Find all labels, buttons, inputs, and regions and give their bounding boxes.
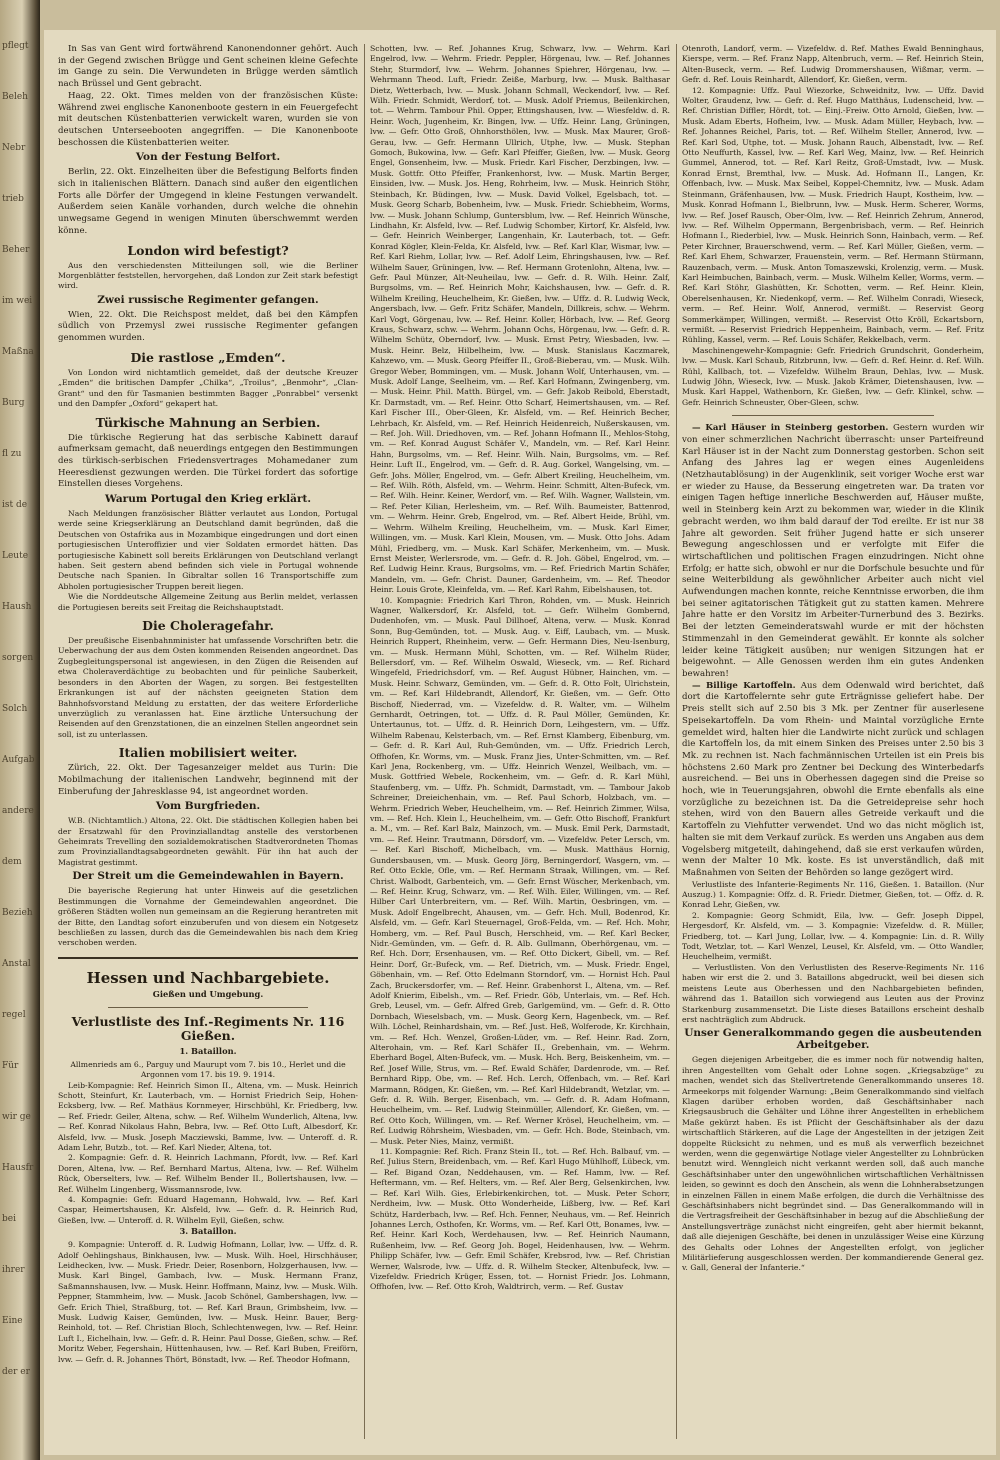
binding-text-fragment: regel xyxy=(2,1010,26,1020)
binding-text-fragment: Nebr xyxy=(2,143,26,153)
list-mg-company: Maschinengewehr-Kompagnie: Gefr. Friedrich Grundschrit, Gonderheim, lvw. — Musk. Karl Schaub, Ritzbrunn, lvw. — Gefr. d. Ref. Heinr. d. Ref. Wilh. Rühl, Kallbach, tot. — Vizefeldw. Wilhelm Braun, Dehlas, lvw. — Musk. Ludwig Jöhn, Wieseck, lvw. — Musk. Jakob Krämer, Dietenshausen, lvw. — Musk. Karl Happel, Wathenborn, Kr. Gießen, lvw. — Gefr. Klinkel, schw. — Gefr. Heinrich Schneuster, Ober-Gleen, schw. xyxy=(682,345,984,407)
binding-text-fragment: Maßna xyxy=(2,347,34,357)
article-general-command: Gegen diejenigen Arbeitgeber, die es immer noch für notwendig halten, ihren Angestellten vom Gehalt oder Lohne sogen. „Kriegsabzüge“ zu machen, wendet sich das Stellvertretende Generalkommando unseres 18. Armeekorps mit folgender Warnung: „Beim Generalkommando sind vielfach Klagen darüber erhoben worden, daß Geschäftsinhaber nach Kriegsausbruch die Gehälter und Löhne ihrer Angestellten in erheblichem Maße gekürzt haben. Es ist Pflicht der Geschäftsinhaber als der dazu wirtschaftlich Stärkeren, auf die Lage der Angestellten in der jetzigen Zeit doppelte Rücksicht zu nehmen, und es muß als verwerflich bezeichnet werden, wenn die gegenwärtige Notlage vieler Angestellter zu Lohnbrücken benutzt wird. Wenngleich nicht verkannt werden soll, daß auch manche Geschäftsinhaber unter den ungewöhnlichen wirtschaftlichen Verhältnissen leiden, so gewinnt es doch den Anschein, als wenn die Lohnherabsetzungen in einzelnen Fällen in einem Maße erfolgen, die durch die Verhältnisse des Geschäftsinhabers nicht begründet sind. — Das Generalkommando will in die Vertragsfreiheit der Geschäftsinhaber in bezug auf die Abschließung der Anstellungsverträge zunächst nicht eingreifen, geht aber hiermit bekannt, daß alle diejenigen Geschäfte, bei denen in unzulässiger Weise eine Kürzung des Gehalts oder Lohnes der Angestellten erfolgt, von jeglicher Militärlieferung ausgeschlossen werden. Der kommandierende General gez. v. Gall, General der Infanterie.“ xyxy=(682,1055,984,1273)
binding-text-fragment: Aufgab xyxy=(2,755,35,765)
binding-text-fragment: Anstal xyxy=(2,959,31,969)
headline-london: London wird befestigt? xyxy=(127,242,289,258)
headline-portugal: Warum Portugal den Krieg erklärt. xyxy=(105,493,311,506)
article-london: Aus den verschiedensten Mitteilungen soll, wie die Berliner Morgenblätter feststellen, hervorgehen, daß London zur Zeit stark befestigt wird. xyxy=(58,260,358,291)
column-rule xyxy=(364,44,365,1439)
column-rule xyxy=(676,44,677,1439)
binding-text-fragment: andere xyxy=(2,806,34,816)
list-continued-right: Otenroth, Landorf, verm. — Vizefeldw. d. Ref. Mathes Ewald Benninghaus, Kierspe, verm. — Ref. Franz Napp, Altenbruch, verm. — Ref. Heinrich Stein, Alten-Buseck, verm. — Ref. Ludwig Drommershausen, Wißmar, verm. — Gefr. d. Ref. Louis Reinhardt, Allendorf, Kr. Gießen, verm. xyxy=(682,44,984,85)
article-haeuser xyxy=(682,423,984,680)
binding-text-fragment: Eine xyxy=(2,1316,23,1326)
article-haeuser-body: Gestern wurden wir von einer schmerzlichen Nachricht überrascht: unser Parteifreund Karl Häuser ist in der Nacht zum Donnerstag gestorben. Schon seit Anfang des Jahres lag er wegen eines Augenleidens (Netzhautablösung) in der Augenklinik, seit voriger Woche erst war er wieder zu Hause, da Besserung eingetreten war. Da traten vor einigen Tagen heftige innerliche Beschwerden auf, Häuser mußte, weil in Steinberg kein Arzt zu bekommen war, wieder in die Klinik gebracht werden, wo ihm bald darauf der Tod ereilte. Er ist nur 38 Jahre alt geworden. Seit früher Jugend hatte er sich unserer Bewegung angeschlossen und er verfolgte mit Eifer die wirtschaftlichen und politischen Fragen einzudringen. Nicht ohne Erfolg; er hatte sich, obwohl er nur die Dorfschule besuchte und für seine Weiterbildung als gewöhnlicher Arbeiter auch nicht viel Aufwendungen machen konnte, reiche Kenntnisse erworben, die ihm bei seiner agitatorischen Tätigkeit gut zu statten kamen. Mehrere Jahre hatte er den Vorsitz im Arbeiter-Turnerbund des 3. Bezirks. Bei der letzten Gemeinderatswahl wurde er mit der höchsten Stimmenzahl in den Gemeinderat gewählt. Er konnte als solcher leider keine Tätigkeit ausüben; nur wenigen Sitzungen hat er beigewohnt. — Alle Genossen werden ihm ein gutes Andenken bewahren! xyxy=(682,423,984,679)
list-company-2: 2. Kompagnie: Gefr. d. R. Heinrich Lachmann, Pfordt, lvw. — Ref. Karl Doren, Altena, lvw. — Ref. Bernhard Martus, Altena, lvw. — Ref. Wilhelm Rück, Oberselters, lvw. — Ref. Wilhelm Bender II., Bollertshausen, lvw. — Ref. Wilhelm Lingenberg, Wissmannsrode, lvw. xyxy=(58,1153,358,1194)
section-divider xyxy=(58,957,358,959)
article-italy: Zürich, 22. Okt. Der Tagesanzeiger meldet aus Turin: Die Mobilmachung der italienischen Landwehr, beginnend mit der Einberufung der Jahresklasse 94, ist angeordnet worden. xyxy=(58,763,358,797)
binding-text-fragment: Für xyxy=(2,1061,19,1071)
article-bavaria: Die bayerische Regierung hat unter Hinweis auf die gesetzlichen Bestimmungen die Vornahme der Gemeindewahlen angeordnet. Die größeren Städten wollen nun gemeinsam an die Regierung herantreten mit der Bitte, den Landtag sofort einzuberufen und von diesem ein Notgesetz beschließen zu lassen, durch das die Gemeindewahlen bis nach dem Krieg verschoben werden. xyxy=(58,886,358,948)
article-casualty-list-2: Verlustliste des Infanterie-Regiments Nr. 116, Gießen. 1. Bataillon. (Nur Auszug.) 1. Kompagnie: Offz. d. R. Friedr. Dietmer, Gießen, tot. — Offz. d. R. Konrad Lehr, Gießen, vw. xyxy=(682,879,984,910)
headline-burgfrieden: Vom Burgfrieden. xyxy=(155,800,261,813)
article-burgfrieden: W.B. (Nichtamtlich.) Altona, 22. Okt. Die städtischen Kollegien haben bei der Ersatzwahl für den Provinziallandtag anstelle des verstorbenen Geheimrats Trevelling den sozialdemokratischen Stadtverordneten Thomas zum Provinziallandtagsabgeordneten gewählt. Für ihn hat auch der Magistrat gestimmt. xyxy=(58,816,358,867)
binding-text-fragment: Haush xyxy=(2,602,32,612)
binding-text-fragment: fl zu xyxy=(2,449,22,459)
binding-text-fragment: ist de xyxy=(2,500,28,510)
headline-belfort: Von der Festung Belfort. xyxy=(135,151,281,164)
divider xyxy=(108,1007,308,1008)
binding-text-fragment: dem xyxy=(2,857,22,867)
headline-haeuser: — Karl Häuser in Steinberg gestorben. xyxy=(692,423,889,434)
article-portugal: Nach Meldungen französischer Blätter verlautet aus London, Portugal werde seine Kriegserklärung an Deutschland damit begründen, daß die Deutschen von Ostafrika aus in Mozambique eingedrungen und dort einen portugiesischen Unteroffizier und vier Soldaten ermordet hätten. Das portugiesische Kabinett soll bereits Erklärungen von Deutschland verlangt haben. Seit gestern abend befinden sich viele in Portugal wohnende Deutsche nach Spanien. In Gibraltar sollen 16 Transportschiffe zum Abholen portugiesischer Truppen bereit liegen. xyxy=(58,509,358,591)
binding-text-fragment: Hausfr xyxy=(2,1163,34,1173)
binding-text-fragment: wir ge xyxy=(2,1112,31,1122)
article-belfort: Berlin, 22. Okt. Einzelheiten über die Befestigung Belforts finden sich in italienischen Blättern. Danach sind außer den eigentlichen Forts alle Dörfer der Umgegend in kleine Festungen verwandelt. Außerdem seien Kanäle vorhanden, durch welche die ohnehin unwegsame Gegend in wenigen Minuten überschwemmt werden könne. xyxy=(58,167,358,236)
headline-potatoes: — Billige Kartoffeln. xyxy=(692,680,796,691)
list-company-10: 10. Kompagnie: Friedrich Karl Thron, Rohden, vm. — Musk. Heinrich Wagner, Walkersdorf, Kr. Alsfeld, tot. — Gefr. Wilhelm Gombernd, Dudenhofen, vm. — Musk. Paul Dillhoef, Altena, verw. — Musk. Konrad Sonn, Bug-Gemünden, tot. — Musk. Aug. v. Eiff, Laubach, vm. — Musk. Heinrich Ruppert, Rheinheim, verw. — Gefr. Hermann Dies, Neu-Isenburg, vm. — Musk. Hermann Mühl, Schotten, vm. — Ref. Wilhelm Rüder, Bellersdorf, vm. — Ref. Wilhelm Oswald, Wieseck, vm. — Ref. Richard Wingefeld, Friedrichsdorf, vm. — Ref. August Hübner, Hainchen, vm. — Musk. Heinr. Schwarz, Gemünden, vm. — Gefr. d. R. Otto Folt, Ulrichstein, vm. — Ref. Karl Hildebrandt, Allendorf, Kr. Gießen, vm. — Gefr. Otto Bischoff, Niederrad, vm. — Vizefeldw. d. R. Walter, vm. — Wilhelm Gernhardt, Oetringen, tot. — Uffz. d. R. Paul Möller, Gemünden, Kr. Untertaunus, tot. — Uffz. d. R. Heinrich Dorn, Leihgestern, vm. — Uffz. Wilhelm Rabenau, Kelsterbach, vm. — Ref. Ernst Klamberg, Eibenburg, vm. — Gefr. d. R. Karl Aul, Ruh-Gemünden, vm. — Uffz. Friedrich Lerch, Offhofen, Kr. Worms, vm. — Musk. Franz Jies, Unter-Schmitten, vm. — Ref. Karl Jena, Rockenberg, vm. — Uffz. Heinrich Wenzel, Weilbach, vm. — Musk. Gottfried Webele, Rockenheim, vm. — Gefr. d. R. Karl Mühl, Staufenberg, vm. — Uffz. Ph. Schmidt, Darmstadt, vm. — Tambour Jakob Schreiner, Dreieichenhain, vm. — Ref. Paul Schorb, Holzbach, vm. — Wehrm. Friedrich Weber, Heuchelheim, vm. — Ref. Heinrich Zimmer, Wilsa, vm. — Ref. Hch. Klein I., Heuchelheim, vm. — Gefr. Otto Bischoff, Frankfurt a. M., vm. — Ref. Karl Balz, Mainzoch, vm. — Musk. Emil Perk, Darmstadt, vm. — Ref. Heinr. Trautmann, Dörsdorf, vm. — Vizefeldw. Peter Lersch, vm. — Ref. Karl Bischoff, Michelbach, vm. — Musk. Matthäus Hornig, Gundersbausen, vm. — Musk. Georg Jörg, Berningerdorf, Wasgern, vm. — Ref. Otto Eckle, Ofle, vm. — Ref. Hermann Straak, Willingen, vm. — Ref. Christ. Walbodt, Garbenteich, vm. — Gefr. Ernst Wüscher, Merkenbach, vm. — Ref. Heinr. Krug, Schwarz, vm. — Ref. Wilh. Eiler, Willingen, vm. — Ref. Hilber Carl Unterbreitern, vm. — Ref. Wilh. Martin, Oesbringen, vm. — Musk. Adolf Engelbrecht, Ahausen, vm. — Gefr. Hch. Mull, Bodenrod, Kr. Alsfeld, vm. — Gefr. Karl Steuernagel, Groß-Felda, vm. — Ref. Hch. Mohr, Homberg, vm. — Ref. Paul Busch, Herschheid, vm. — Ref. Karl Becker, Nidr.-Gemünden, vm. — Gefr. d. R. Alb. Gullmann, Oberhörgenau, vm. — Ref. Hch. Dorr, Ersenhausen, vm. — Ref. Otto Dickert, Gibell, vm. — Ref. Heinr. Dorf, Gr.-Bufeck, vm. — Ref. Dietrich, vm. — Musk. Friedr. Engel, Göbenhain, vm. — Ref. Otto Edelmann Storndorf, vm. — Hornist Hch. Paul Zach, Bruckersdorfer, vm. — Ref. Heinr. Grabenhorst I., Altena, vm. — Ref. Adolf Knierim, Eibelsh., vm. — Ref. Friedr. Göb, Unterlais, vm. — Ref. Hch. Greb, Leusel, vm. — Gefr. Alfred Greb, Garlgemünd, vm. — Gefr. d. R. Otto Dornbach, Wieselsbach, vm. — Musk. Georg Kern, Hagenbeck, vm. — Ref. Wilh. Löchel, Reinhardshain, vm. — Ref. Just. Heß, Wolferode, Kr. Kirchhain, vm. — Ref. Hch. Wenzel, Großen-Lüder, vm. — Ref. Heinr. Rad. Zorn, Alterohain, vm. — Ref. Karl Schäfer II., Grebenhain, vm. — Wehrm. Eberhard Bogel, Alten-Bufeck, vm. — Musk. Hch. Berg, Beiskenheim, vm. — Ref. Josef Wille, Strus, vm. — Ref. Ewald Schäfer, Dardenrode, vm. — Ref. Bernhard Ripp, Obe, vm. — Ref. Hch. Lerch, Offenbach, vm. — Ref. Karl Marmann, Rödgen, Kr. Gießen, vm. — Ref. Karl Hildebrandt, Wetzlar, vm. — Gefr. d. R. Wilh. Berger, Eisenbach, vm. — Gefr. d. R. Adam Hofmann, Heuchelheim, vm. — Ref. Ludwig Steinmüller, Allendorf, Kr. Gießen, vm. — Ref. Otto Koch, Willingen, vm. — Ref. Werner Krösel, Heuchelheim, vm. — Ref. Ludwig Röhrsheim, Wiesbaden, vm. — Gefr. Hch. Bode, Steinbach, vm. — Musk. Peter Nies, Mainz, vermißt. xyxy=(370,595,670,1146)
article-potatoes-body: Aus dem Odenwald wird berichtet, daß dort die Kartoffelernte sehr gute Erträgnisse geliefert habe. Der Preis stellt sich auf 2.50 bis 3 Mk. per Zentner für auserlesene Speisekartoffeln. Da vom Rhein- und Maintal vorzügliche Ernte gemeldet wird, halten hier die Landwirte nicht zurück und schlagen die Kartoffeln los, da mit einem Sinken des Preises unter 2.50 bis 3 Mk. zu rechnen ist. Nach fachmännischen Urteilen ist ein Preis bis höchstens 2.60 Mark pro Zentner bei Deckung des Winterbedarfs ausreichend. — Bei uns in Oberhessen dagegen sind die Preise so hoch, wie in Teuerungsjahren, obwohl die Ernte ebenfalls als eine vorzügliche zu bezeichnen ist. Da die Getreidepreise sehr hoch stehen, wird von den Bauern alles Getreide verkauft und die Kartoffeln zu Viehfutter verwendet. Und wo das nicht möglich ist, halten sie mit dem Verkauf zurück. Es werden uns Angaben aus dem Vogelsberg mitgeteilt, dahingehend, daß sie erst verkaufen würden, wenn der Malter 10 Mk. koste. Es ist unverständlich, daß mit Maßnahmen von Seiten der Behörden so lange gezögert wird. xyxy=(682,680,984,878)
binding-text-fragment: bei xyxy=(2,1214,16,1224)
article-portugal-2: Wie die Norddeutsche Allgemeine Zeitung aus Berlin meldet, verlassen die Portugiesen bereits seit Freitag die Reichshauptstadt. xyxy=(58,592,358,612)
binding-text-fragment: im wei xyxy=(2,296,33,306)
binding-text-fragment: sorgen xyxy=(2,653,34,663)
article-cholera: Der preußische Eisenbahnminister hat umfassende Vorschriften betr. die Ueberwachung der aus dem Osten kommenden Reisenden angeordnet. Das Zugbegleitungspersonal ist angewiesen, in den Zügen die Reisenden auf etwa Choleraverdächtige zu beobachten und für peinliche Sauberkeit, besonders in den Aborten der Wagen, zu sorgen. Bei festgestellten Erkrankungen ist auf der nächsten geeigneten Station dem Bahnhofsvorstand Meldung zu erstatten, der das weitere Erforderliche unverzüglich zu veranlassen hat. Eine ärztliche Untersuchung der Reisenden auf den Grenzstationen, die an einzelnen Stellen angeordnet sein soll, ist zu unterlassen. xyxy=(58,636,358,739)
divider xyxy=(732,415,934,416)
battalion-1-note: Allmenrieds am 6., Parguy und Maurupt vom 7. bis 10., Herlet und die Argonnen vom 17. bis 19. 9. 1914. xyxy=(70,1059,346,1080)
list-company-11: 11. Kompagnie: Ref. Rich. Franz Stein II., tot. — Ref. Hch. Balbauf, vm. — Ref. Julius Stern, Breidenbach, vm. — Ref. Karl Hugo Mühlhoff, Lübeck, vm. — Ref. Bigand Ozan, Neddehausen, vm. — Ref. Hamm, lvw. — Ref. Heftermann, vm. — Ref. Helters, vm. — Ref. Aler Berg, Gelsenkirchen, lvw. — Ref. Karl Wilh. Gies, Erlebirkenkirchen, tot. — Musk. Peter Schorr, Nerdheim, lvw. — Musk. Otto Wonderheide, Lißberg, lvw. — Ref. Karl Schütz, Harderbach, lvw. — Ref. Hch. Fenner, Neuhaus, vm. — Ref. Heinrich Johannes Lerch, Osthofen, Kr. Worms, vm. — Ref. Karl Ott, Bonames, lvw. — Ref. Heinr. Karl Koch, Werdehausen, lvw. — Ref. Heinrich Naumann, Rußenheim, lvw. — Ref. Georg Joh. Bogel, Heidenhausen, lvw. — Wehrm. Philipp Schäfer, lvw. — Gefr. Emil Schäfer, Krebsrod, lvw. — Ref. Christian Werner, Walsrode, lvw. — Uffz. d. R. Wilhelm Stecker, Altenbufeck, lvw. — Vizefeldw. Friedrich Krüger, Essen, tot. — Hornist Friedr. Jos. Lohmann, Offhofen, lvw. — Ref. Otto Kroh, Waldtrirch, verm. — Ref. Gustav xyxy=(370,1147,670,1292)
column-right xyxy=(682,44,984,1439)
binding-text-fragment: Solch xyxy=(2,704,28,714)
article-potatoes xyxy=(682,681,984,880)
binding-text-fragment: ihrer xyxy=(2,1265,25,1275)
headline-cholera: Die Choleragefahr. xyxy=(142,618,274,634)
binding-text-fragment: pflegt xyxy=(2,41,29,51)
article-haag: Haag, 22. Okt. Times melden von der französischen Küste: Während zwei englische Kanonenboote gestern in ein Feuergefecht mit deutschen Küstenbatterien verwickelt waren, wurden sie von deutschen Unterseebooten angegriffen. — Die Kanonenboote beschossen die Küstenbatterien weiter. xyxy=(58,90,358,148)
binding-text-fragment: der er xyxy=(2,1367,30,1377)
headline-casualty-list: Verlustliste des Inf.-Regiments Nr. 116 Gießen. xyxy=(71,1013,345,1043)
list-company-12: 12. Kompagnie: Uffz. Paul Wiezorke, Schweidnitz, lvw. — Uffz. David Wolter, Graudenz, lvw. — Gefr. d. Ref. Hugo Matthäus, Ludenscheid, lvw. — Ref. Christian Diffler, Hördt, tot. — Einj.-Freiw. Otto Arnold, Gießen, lvw. — Musk. Adam Eberts, Hofheim, lvw. — Musk. Adam Müller, Heybach, lvw. — Ref. Johannes Reichel, Paris, tot. — Ref. Wilhelm Steller, Annerod, lvw. — Ref. Karl Sod, Utphe, tot. — Musk. Johann Rauch, Albenstadt, lvw. — Ref. Otto Neuffurth, Kassel, lvw. — Ref. Karl Weg, Mainz, lvw. — Ref. Heinrich Gummel, Annerod, tot. — Ref. Karl Reitz, Groß-Umstadt, lvw. — Musk. Konrad Ernst, Bremthal, lvw. — Musk. Ad. Hofmann II., Langen, Kr. Offenbach, lvw. — Musk. Max Seibel, Koppel-Chemnitz, lvw. — Musk. Adam Steinmann, Gräfenhausen, lvw. — Musk. Friedrich Haupt, Kostheim, lvw. — Musk. Konrad Hofmann I., Bielbrunn, lvw. — Musk. Herm. Scherer, Worms, lvw. — Ref. Josef Rausch, Ober-Olm, lvw. — Ref. Heinrich Zehrum, Annerod, lvw. — Ref. Wilhelm Oppermann, Bergenbrisbach, verm. — Ref. Heinrich Hofmann I., Riederbiel, lvw. — Musk. Heinrich Sonn, Hainbach, verm. — Ref. Peter Kirchner, Brauerschwend, verm. — Ref. Karl Müller, Gießen, verm. — Ref. Karl Ehem, Schwarzer, Frauenstein, verm. — Ref. Hermann Stürmann, Rauzenbach, verm. — Musk. Anton Tomaszewski, Krolenzig, verm. — Musk. Karl Heimbuchen, Bainbach, verm. — Musk. Wilhelm Keller, Worms, verm. — Ref. Karl Stöhr, Glashütten, Kr. Schotten, verm. — Ref. Heinr. Klein, Oberelsenhausen, Kr. Niedenkopf, verm. — Ref. Wilhelm Conradi, Wieseck, verm. — Ref. Heinr. Wolf, Annerod, vermißt. — Reservist Georg Sommerkämper, Willingen, vermißt. — Reservist Otto Kröll, Eckartsborn, vermißt. — Reservist Friedrich Heppenheim, Bainbach, verm. — Ref. Fritz Rühling, Kassel, verm. — Ref. Louis Schäfer, Rekkelbach, verm. xyxy=(682,85,984,345)
headline-emden: Die rastlose „Emden“. xyxy=(130,349,286,365)
article-sas-van-gent: In Sas van Gent wird fortwährend Kanonendonner gehört. Auch in der Gegend zwischen Brügge und Gent scheinen kleine Gefechte im Gange zu sein. Die Verwundeten in Brügge werden sämtlich nach Brüssel und Gent gebracht. xyxy=(58,44,358,90)
headline-general-command: Unser Generalkommando gegen die ausbeutenden Arbeitgeber. xyxy=(684,1027,982,1052)
article-casualty-list-3: 2. Kompagnie: Georg Schmidt, Eila, lvw. — Gefr. Joseph Dippel, Hergesdorf, Kr. Alsfeld, vm. — 3. Kompagnie: Vizefeldw. d. R. Müller, Friedberg, tot. — Karl Jung, Lollar, lvw. — 4. Kompagnie: Lin. d. R. Willy Todt, Wetzlar, tot. — Karl Wenzel, Leusel, Kr. Alsfeld, vm. — Otto Wandler, Heuchelheim, vermißt. xyxy=(682,910,984,962)
section-subtitle-giessen: Gießen und Umgebung. xyxy=(152,988,264,999)
headline-russian-regiments: Zwei russische Regimenter gefangen. xyxy=(97,293,319,306)
battalion-3-label: 3. Bataillon. xyxy=(179,1226,237,1237)
headline-bavaria: Der Streit um die Gemeindewahlen in Bayern. xyxy=(72,870,344,883)
headline-turkish-warning: Türkische Mahnung an Serbien. xyxy=(95,414,321,430)
column-left xyxy=(58,44,358,1439)
battalion-1-label: 1. Bataillon. xyxy=(179,1045,237,1056)
article-turkish-warning: Die türkische Regierung hat das serbische Kabinett darauf aufmerksam gemacht, daß neuerdings entgegen den Bestimmungen des türkisch-serbischen Friedensvertrages Mohamedaner zum Heeresdienst gezwungen werden. Die Türkei fordert das sofortige Einstellen dieses Vorgehens. xyxy=(58,432,358,490)
article-emden: Von London wird nichtamtlich gemeldet, daß der deutsche Kreuzer „Emden“ die britischen Dampfer „Chilka“, „Troilus“, „Benmohr“, „Clan-Grant“ und den für Tasmanien bestimmten Bagger „Ponrabbel“ versenkt und den Dampfer „Oxford“ gekapert hat. xyxy=(58,367,358,409)
binding-text-fragment: Beher xyxy=(2,245,30,255)
list-continued: Schotten, lvw. — Ref. Johannes Krug, Schwarz, lvw. — Wehrm. Karl Engelrod, lvw. — Wehrm. Friedr. Peppler, Hörgenau, lvw. — Ref. Johannes Stehr, Sturmdorf, lvw. — Wehrm. Johannes Spiehrer, Hörgenau, lvw. — Wehrmann Theod. Luft, Friedr. Zeiße, Marburg, lvw. — Musk. Balthasar Dietz, Wetterbach, lvw. — Musk. Johann Schmall, Weckendorf, lvw. — Ref. Wilh. Friedr. Schmidt, Werdorf, tot. — Musk. Adolf Priemus, Beilenkirchen, tot. — Wehrm. Tambour Phil. Opper, Ettingshausen, lvw. — Wiesfeldw. d. R. Heinr. Woch, Jugenheim, Kr. Bingen, lvw. — Uffz. Heinr. Lang, Grüningen, lvw. — Gefr. Otto Groß, Ohnhorsthölen, lvw. — Musk. Max Maurer, Groß-Gerau, lvw. — Gefr. Hermann Ullrich, Utphe, lvw. — Musk. Stephan Gomoch, Bukowina, lvw. — Gefr. Karl Pfeiffer, Gießen, lvw. — Musk. Georg Engel, Gonsenheim, lvw. — Musk. Friedr. Karl Fischer, Derzbingen, lvw. — Musk. Gottfr. Otto Pfeiffer, Frankenhorst, lvw. — Musk. Martin Berger, Einsiden, lvw. — Musk. Jos. Heng, Rohrheim, lvw. — Musk. Heinrich Stöhr, Steinbach, Kr. Büdingen, lvw. — Musk. David Volkel, Egelsbach, tot. — Musk. Georg Scharb, Bobenheim, lvw. — Musk. Friedr. Schiebheim, Worms, lvw. — Musk. Johann Schlump, Guntersblum, lvw. — Ref. Heinrich Wünsche, Lindhahn, Kr. Alsfeld, lvw. — Ref. Ludwig Schomber, Kirtorf, Kr. Alsfeld, lvw. — Gefr. Heinrich Weinberger, Langenhain, Kr. Lauterbach, tot. — Gefr. Konrad Kögler, Klein-Felda, Kr. Alsfeld, lvw. — Ref. Karl Klar, Wismar, lvw. — Ref. Karl Riehm, Lollar, lvw. — Ref. Adolf Leim, Ehringshausen, lvw. — Ref. Wilhelm Sauer, Grüningen, lvw. — Ref. Hermann Grotenlohn, Altena, lvw. — Gefr. Paul Münzer, Alt-Neuheilau, lvw. — Gefr. d. R. Wilh. Heinr. Zalf, Burgsolms, vm. — Ref. Heinrich Mohr, Kaichshausen, lvw. — Gefr. d. R. Wilhelm Kreiling, Heuchelheim, Kr. Gießen, lvw. — Uffz. d. R. Ludwig Weck, Angersbach, lvw. — Gefr. Fritz Schäfer, Mandeln, Dillkreis, schw. — Wehrm. Karl Vogt, Görgenau, lvw. — Ref. Heinr. Koller, Hörbach, lvw. — Ref. Georg Kraus, Schwarz, schw. — Wehrm. Johann Ochs, Hörgenau, lvw. — Gefr. d. R. Wilhelm Schütz, Oberndorf, lvw. — Musk. Ernst Petry, Wiesbaden, lvw. — Musk. Heinr. Belz, Hilbelheim, lvw. — Musk. Stanislaus Kaczmarek, Kahzewo, vm. — Musk. Georg Pfeiffer II., Groß-Bieberau, vm. — Musk. Wilh. Gregor Weber, Bommingen, vm. — Musk. Johann Wolf, Unterhausen, vm. — Musk. Adolf Lange, Seelheim, vm. — Ref. Karl Hofmann, Zwingenberg, vm. — Musk. Heinr. Phil. Matth. Bürgel, vm. — Gefr. Jakob Reibold, Eberstadt, Kr. Darmstadt, vm. — Ref. Heinr. Otto Scharf, Heimertshausen, vm. — Ref. Karl Fischer III., Ober-Gleen, Kr. Alsfeld, vm. — Ref. Heinrich Becher, Lehrbach, Kr. Alsfeld, vm. — Ref. Heinrich Heidenreich, Nußerskausen, vm. — Ref. Joh. Will. Driedhoven, vm. — Ref. Johann Hofmann II., Mehlos-Stohg, vm. — Ref. Konrad August Schäfer V., Mandeln, vm. — Ref. Karl Heinr. Hahn, Burgsolms, vm. — Ref. Heinr. Wilh. Nain, Burgsolms, vm. — Ref. Heinr. Luft II., Engelrod, vm. — Gefr. d. R. Aug. Gorkel, Wangelsing, vm. — Gefr. Johs. Möller, Engelrod, vm. — Gefr. Albert Kreiling, Heuchelheim, vm. — Ref. Wilh. Röth, Alsfeld, vm. — Wehrm. Heinr. Schmitt, Alten-Bufeck, vm. — Ref. Wilh. Heinr. Keiner, Werdorf, vm. — Ref. Wilh. Wagner, Wallstein, vm. — Ref. Peter Kilian, Herlesheim, vm. — Ref. Wilh. Baumeister, Battenrod, vm. — Wehrm. Heinr. Greb, Engelrod, vm. — Ref. Albert Heide, Brühl, vm. — Wehrm. Wilhelm Kreiling, Heuchelheim, vm. — Musk. Karl Eimer, Willingen, vm. — Musk. Karl Klein, Mousen, vm. — Musk. Otto Johs. Adam Mühl, Friedberg, vm. — Musk. Karl Schäfer, Merkenheim, vm. — Musk. Ernst Meister, Werlersrode, vm. — Gefr. d. R. Joh. Göbel, Engelrod, vm. — Ref. Ludwig Heinr. Kraus, Burgsolms, vm. — Ref. Friedrich Martin Schäfer, Mandeln, vm. — Gefr. Christ. Dauner, Gardenheim, vm. — Ref. Theodor Heinr. Louis Grote, Kleinfelda, vm. — Ref. Karl Rahm, Eibelshausen, tot. xyxy=(370,44,670,595)
binding-text-fragment: trieb xyxy=(2,194,24,204)
article-casualty-lists-note: — Verlustlisten. Von den Verlustlisten des Reserve-Regiments Nr. 116 haben wir erst die 2. und 3. Bataillons abgedruckt, weil bei diesen sich meistens Leute aus Oberhessen und den Nachbargebieten befinden, während das 1. Bataillon sich vorwiegend aus Leuten aus der Provinz Starkenburg zusammensetzt. Die Liste dieses Bataillons erscheint deshalb erst nachträglich zum Abdruck. xyxy=(682,962,984,1024)
list-company-4: 4. Kompagnie: Gefr. Eduard Hagemann, Hohwald, lvw. — Ref. Karl Caspar, Heimertshausen, Kr. Alsfeld, lvw. — Gefr. d. R. Heinrich Rud, Gießen, lvw. — Unteroff. d. R. Wilhelm Eyll, Gießen, schw. xyxy=(58,1195,358,1225)
newspaper-page xyxy=(44,30,996,1455)
binding-text-fragment: Beleh xyxy=(2,92,28,102)
list-company-9: 9. Kompagnie: Unteroff. d. R. Ludwig Hofmann, Lollar, lvw. — Uffz. d. R. Adolf Oehlingshaus, Binkhausen, lvw. — Musk. Wilh. Hoel, Hirschhäuser, Leidhecken, lvw. — Musk. Friedr. Deier, Rosenborn, Holzgerhausen, lvw. — Musk. Karl Bingel, Gambach, lvw. — Musk. Hermann Franz, Saßmannshausen, lvw. — Musk. Heinr. Hoffmann, Mainz, lvw. — Musk. Wilh. Peppner, Stammheim, lvw. — Musk. Jacob Schönel, Gambershagen, lvw. — Gefr. Erich Thiel, Straßburg, tot. — Ref. Karl Braun, Grimbsheim, lvw. — Musk. Ludwig Kaiser, Gemünden, lvw. — Musk. Heinr. Bauer, Berg-Reinhold, tot. — Ref. Christian Bloch, Schlechtenwegen, lvw. — Ref. Heinr. Luft I., Eichelhain, lvw. — Gefr. d. R. Heinr. Paul Dosse, Gießen, schw. — Ref. Moritz Weber, Fegershain, Hüttenhausen, lvw. — Ref. Karl Buben, Freiförn, lvw. — Gefr. d. R. Johannes Thört, Bönstadt, lvw. — Ref. Theodor Hofmann, xyxy=(58,1240,358,1364)
binding-text-fragment: Bezieh xyxy=(2,908,33,918)
binding-text-fragment: Burg xyxy=(2,398,25,408)
section-title-hessen: Hessen und Nachbargebiete. xyxy=(86,968,330,987)
column-middle xyxy=(370,44,670,1439)
article-russian-regiments: Wien, 22. Okt. Die Reichspost meldet, daß bei den Kämpfen südlich von Przemysl zwei russische Regimenter gefangen genommen wurden. xyxy=(58,309,358,344)
book-binding-edge xyxy=(0,0,40,1460)
list-leib-company: Leib-Kompagnie: Ref. Heinrich Simon II., Altena, vm. — Musk. Heinrich Schott, Steinfurt, Kr. Lauterbach, vm. — Hornist Friedrich Seip, Hohen-Ecksberg, lvw. — Ref. Mathäus Kornmeyer, Hirschbühl, Kr. Friedberg, lvw. — Ref. Friedr. Geiler, Altena, schw. — Ref. Wilhelm Wunderlich, Altena, lvw. — Ref. Konrad Nikolaus Hahn, Bebra, lvw. — Ref. Otto Luft, Albesdorf, Kr. Alsfeld, lvw. — Musk. Joseph Macziewski, Bamme, lvw. — Unteroff. d. R. Adam Lehr, Butzb., tot. — Ref. Karl Nieder, Altena, tot. xyxy=(58,1080,358,1152)
binding-text-fragment: Leute xyxy=(2,551,29,561)
headline-italy: Italien mobilisiert weiter. xyxy=(118,745,298,761)
